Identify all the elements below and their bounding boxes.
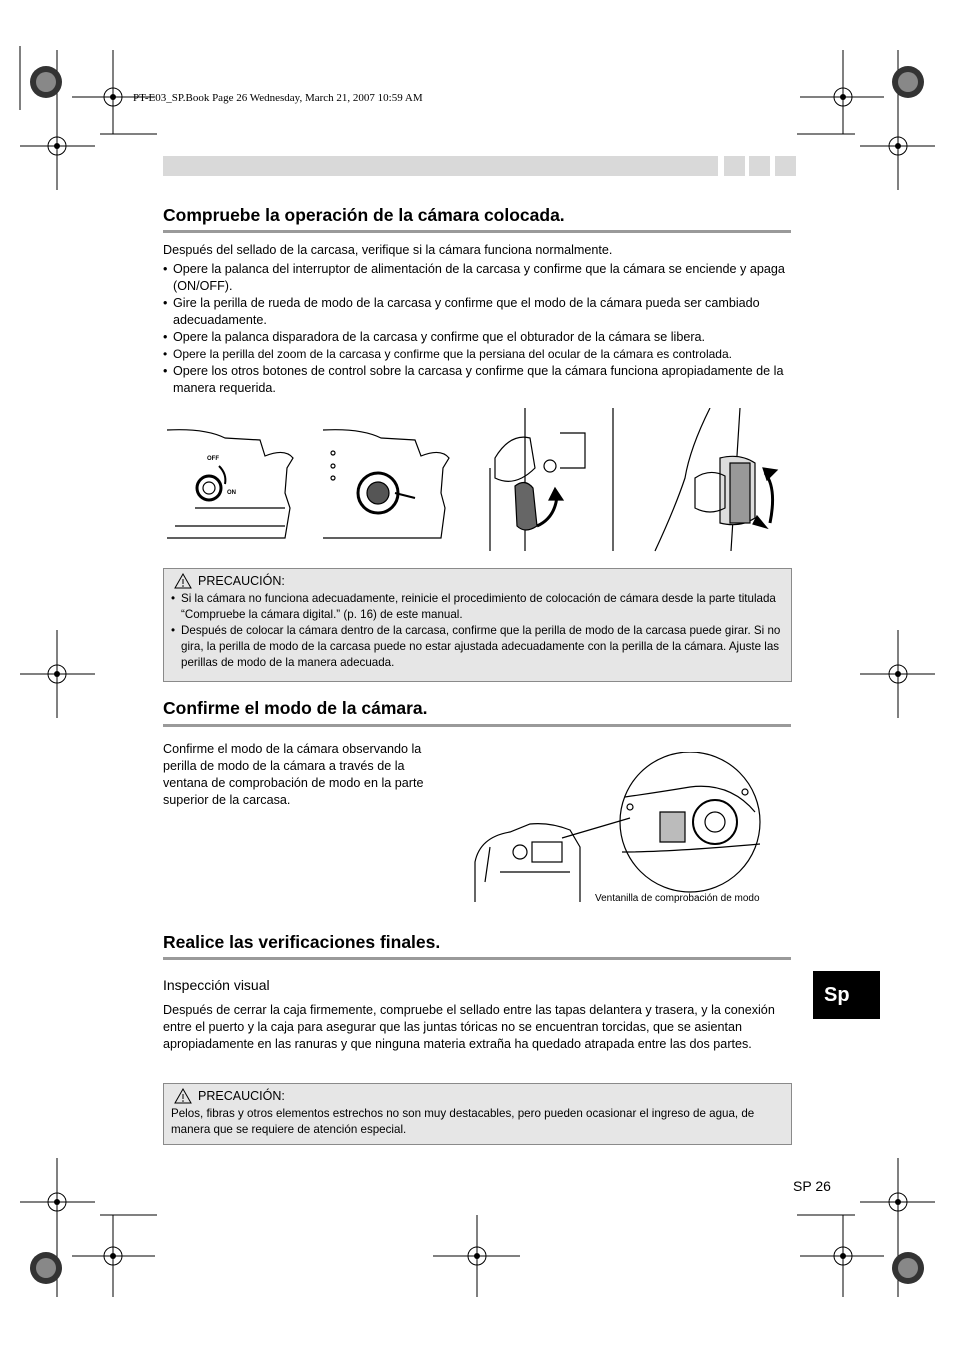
warning-triangle-icon: [174, 573, 192, 589]
bullet-list: [163, 261, 793, 397]
section-body: Después de cerrar la caja firmemente, compruebe el sellado entre las tapas delantera y trasera, y la conexión entre el puerto y la caja para asegurar que las juntas tóricas no se encuentran torcidas, que se asientan apropiadamente en las ranuras y que ninguna materia extraña ha quedado atrapada entre las dos partes.: [163, 1003, 775, 1051]
list-item: • Opere los otros botones de control sobre la carcasa y confirme que la cámara funciona apropiadamente de la manera requerida.: [163, 363, 793, 397]
list-item: • Si la cámara no funciona adecuadamente, reinicie el procedimiento de colocación de cámara desde la parte titulada “Compruebe la cámara digital.” (p. 16) de este manual.: [171, 591, 783, 623]
page-number: SP 26: [793, 1178, 831, 1194]
caution-title: PRECAUCIÓN:: [198, 574, 285, 588]
list-item: • Opere la perilla del zoom de la carcasa y confirme que la persiana del ocular de la cámara es controlada.: [163, 346, 793, 363]
on-label: ON: [227, 490, 236, 496]
header-square: [724, 156, 745, 176]
mode-window-illustration: [470, 752, 770, 908]
caution-heading: [164, 1084, 791, 1104]
section-title: Confirme el modo de la cámara.: [163, 698, 428, 718]
caution-text: Pelos, fibras y otros elementos estrechos no son muy destacables, pero pueden ocasionar el ingreso de agua, de manera que se requiere de atención especial.: [171, 1107, 755, 1136]
caution-heading: [164, 569, 791, 589]
caution-list: [164, 591, 791, 671]
header-square: [775, 156, 796, 176]
caution-title: PRECAUCIÓN:: [198, 1089, 285, 1103]
section-intro: Después del sellado de la carcasa, verifique si la cámara funciona normalmente.: [163, 243, 613, 257]
section-subtitle: Inspección visual: [163, 977, 270, 993]
list-item: • Opere la palanca del interruptor de alimentación de la carcasa y confirme que la cámara se enciende y apaga (ON/OFF).: [163, 261, 793, 295]
section-rule: [163, 724, 791, 727]
off-label: OFF: [207, 456, 219, 462]
housing-illustrations: [165, 408, 795, 553]
header-bar: [163, 156, 718, 176]
section-rule: [163, 230, 791, 233]
section-title: Realice las verificaciones finales.: [163, 932, 441, 952]
section-body: Confirme el modo de la cámara observando la perilla de modo de la cámara a través de la ventana de comprobación de modo en la parte superior de la carcasa.: [163, 742, 424, 807]
printer-line: PT-E03_SP.Book Page 26 Wednesday, March 21, 2007 10:59 AM: [133, 92, 423, 104]
section-rule: [163, 957, 791, 960]
list-item: • Opere la palanca disparadora de la carcasa y confirme que el obturador de la cámara se libera.: [163, 329, 793, 346]
list-item: • Después de colocar la cámara dentro de la carcasa, confirme que la perilla de modo de la carcasa puede girar. Si no gira, la perilla de modo de la carcasa puede no estar ajustada adecuadamente con la perilla de la cámara. Ajuste las perillas de modo de la manera adecuada.: [171, 623, 783, 671]
caution-box: [163, 1083, 792, 1145]
warning-triangle-icon: [174, 1088, 192, 1104]
language-tab: Sp: [813, 971, 880, 1019]
caution-box: [163, 568, 792, 682]
header-square: [749, 156, 770, 176]
figure-caption: Ventanilla de comprobación de modo: [595, 893, 760, 904]
section-title: Compruebe la operación de la cámara colocada.: [163, 205, 565, 225]
list-item: • Gire la perilla de rueda de modo de la carcasa y confirme que el modo de la cámara pueda ser cambiado adecuadamente.: [163, 295, 793, 329]
